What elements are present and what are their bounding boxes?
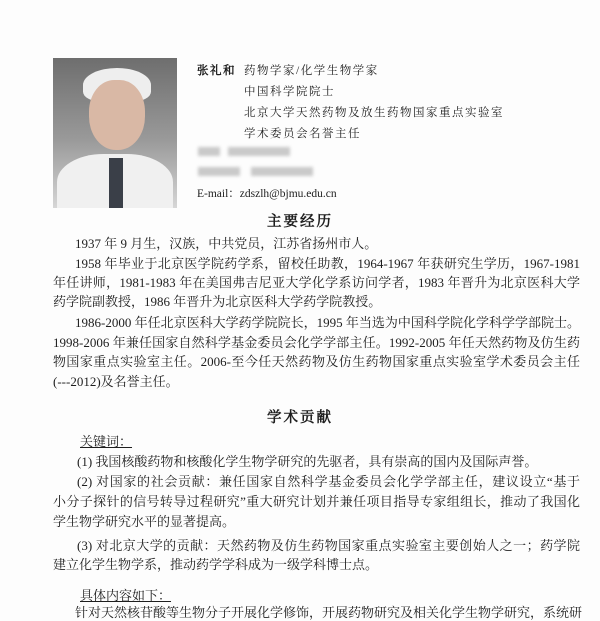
title-line: 学术委员会名誉主任 (244, 128, 361, 140)
experience-line: 物国家重点实验室主任。2006-至今任天然药物及仿生药物国家重点实验室学术委员会主任 (53, 354, 580, 369)
redacted-contact (198, 147, 220, 156)
experience-line: 1998-2006 年兼任国家自然科学基金委员会化学学部主任。1992-2005 年任天然药物及仿生药 (53, 335, 580, 350)
contribution-heading: 学术贡献 (267, 410, 333, 426)
redacted-contact (251, 167, 313, 176)
person-name: 张礼和 (197, 65, 236, 77)
title-line: 药物学家/化学生物学家 (244, 65, 379, 77)
experience-line: (---2012)及名誉主任。 (53, 374, 179, 389)
details-label: 具体内容如下： (80, 588, 172, 603)
contribution-line: 学生物学研究水平的显著提高。 (53, 514, 236, 529)
contribution-line: 建立化学生物学系，推动药学学科成为一级学科博士点。 (53, 557, 379, 572)
experience-heading: 主要经历 (267, 214, 333, 230)
contribution-line: (2) 对国家的社会贡献：兼任国家自然科学基金委员会化学学部主任，建议设立“基于 (77, 474, 580, 489)
redacted-contact (228, 147, 290, 156)
keywords-label: 关键词： (80, 434, 133, 449)
details-line: 针对天然核苷酸等生物分子开展化学修饰，开展药物研究及相关化学生物学研究，系统研 (75, 605, 583, 620)
experience-line: 1958 年毕业于北京医学院药学系，留校任助教，1964-1967 年获研究生学历，1967-1981 (75, 256, 580, 271)
experience-line: 1986-2000 年任北京医科大学药学院院长，1995 年当选为中国科学院化学科学学部院士。 (75, 315, 580, 330)
experience-line: 年任讲师，1981-1983 年在美国弗吉尼亚大学化学系访问学者，1983 年晋升为北京医科大学 (53, 275, 580, 290)
contribution-line: 小分子探针的信号转导过程研究”重大研究计划并兼任项目指导专家组组长，推动了我国化 (53, 494, 580, 509)
portrait-photo (53, 58, 177, 208)
title-line: 北京大学天然药物及放生药物国家重点实验室 (244, 107, 504, 119)
contribution-line: (1) 我国核酸药物和核酸化学生物学研究的先驱者，具有崇高的国内及国际声誉。 (77, 454, 538, 469)
contribution-line: (3) 对北京大学的贡献：天然药物及仿生药物国家重点实验室主要创始人之一；药学院 (77, 538, 580, 553)
title-line: 中国科学院院士 (244, 86, 335, 98)
email: E-mail：zdszlh@bjmu.edu.cn (197, 188, 337, 200)
experience-line: 药学院副教授，1986 年晋升为北京医科大学药学院教授。 (53, 294, 382, 309)
experience-line: 1937 年 9 月生，汉族，中共党员，江苏省扬州市人。 (75, 236, 378, 251)
redacted-contact (198, 167, 240, 176)
